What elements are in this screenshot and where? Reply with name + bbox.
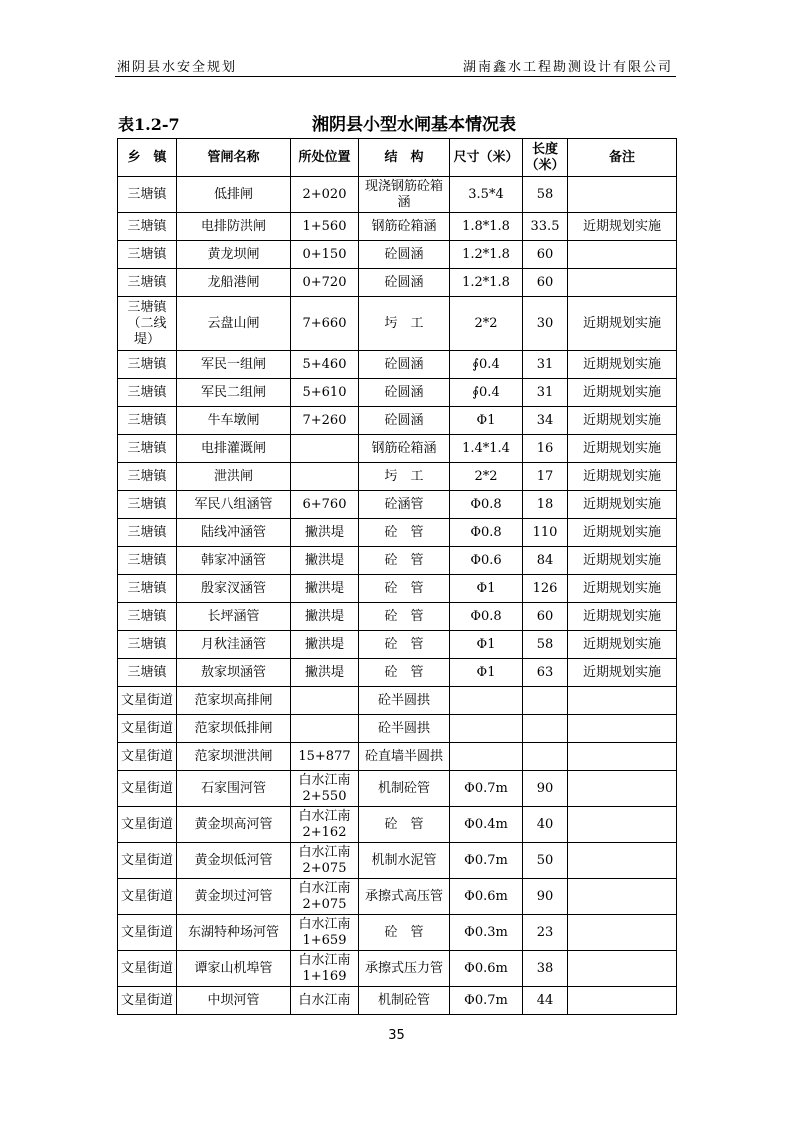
cell-structure: 机制砼管 <box>359 771 450 807</box>
cell-size: Φ0.8 <box>450 519 523 547</box>
cell-remarks: 近期规划实施 <box>568 297 677 351</box>
table-row <box>118 603 677 631</box>
cell-sluice-name: 龙船港闸 <box>177 269 291 297</box>
cell-sluice-name: 军民二组闸 <box>177 379 291 407</box>
cell-location: 撇洪堤 <box>291 631 359 659</box>
cell-length: 44 <box>523 987 568 1015</box>
cell-length: 38 <box>523 951 568 987</box>
cell-sluice-name: 范家坝泄洪闸 <box>177 743 291 771</box>
table-row <box>118 491 677 519</box>
cell-township: 三塘镇 <box>118 631 177 659</box>
cell-length: 16 <box>523 435 568 463</box>
cell-structure: 圬 工 <box>359 463 450 491</box>
cell-sluice-name: 云盘山闸 <box>177 297 291 351</box>
cell-size: Φ0.8 <box>450 491 523 519</box>
cell-remarks <box>568 269 677 297</box>
cell-sluice-name: 军民一组闸 <box>177 351 291 379</box>
cell-township: 三塘镇 <box>118 659 177 687</box>
cell-remarks: 近期规划实施 <box>568 213 677 241</box>
table-row <box>118 687 677 715</box>
cell-size: Φ0.3m <box>450 915 523 951</box>
cell-location: 白水江南 2+075 <box>291 879 359 915</box>
cell-length: 60 <box>523 269 568 297</box>
table-row <box>118 807 677 843</box>
cell-length: 17 <box>523 463 568 491</box>
cell-township: 三塘镇 <box>118 603 177 631</box>
cell-township: 三塘镇 <box>118 241 177 269</box>
cell-size: 1.2*1.8 <box>450 241 523 269</box>
cell-length: 40 <box>523 807 568 843</box>
cell-remarks: 近期规划实施 <box>568 547 677 575</box>
cell-township: 文星街道 <box>118 879 177 915</box>
cell-location: 白水江南 2+075 <box>291 843 359 879</box>
cell-size: Φ0.7m <box>450 771 523 807</box>
cell-remarks <box>568 715 677 743</box>
column-header-remarks: 备注 <box>568 139 677 177</box>
table-number: 表1.2-7 <box>118 115 180 134</box>
cell-structure: 砼圆涵 <box>359 407 450 435</box>
cell-structure: 砼 管 <box>359 915 450 951</box>
cell-remarks: 近期规划实施 <box>568 575 677 603</box>
cell-length: 84 <box>523 547 568 575</box>
cell-size: 1.4*1.4 <box>450 435 523 463</box>
table-row <box>118 379 677 407</box>
cell-length: 58 <box>523 631 568 659</box>
cell-remarks: 近期规划实施 <box>568 407 677 435</box>
cell-size: Φ1 <box>450 407 523 435</box>
cell-remarks: 近期规划实施 <box>568 379 677 407</box>
cell-length <box>523 687 568 715</box>
cell-structure: 现浇钢筋砼箱 涵 <box>359 177 450 213</box>
cell-township: 文星街道 <box>118 715 177 743</box>
cell-location: 白水江南 1+659 <box>291 915 359 951</box>
table-row <box>118 435 677 463</box>
cell-length: 30 <box>523 297 568 351</box>
cell-size: 2*2 <box>450 463 523 491</box>
cell-sluice-name: 敖家坝涵管 <box>177 659 291 687</box>
cell-location: 2+020 <box>291 177 359 213</box>
table-row <box>118 843 677 879</box>
cell-structure: 承擦式高压管 <box>359 879 450 915</box>
cell-size: Φ0.7m <box>450 843 523 879</box>
cell-size: Φ0.6m <box>450 879 523 915</box>
cell-remarks <box>568 843 677 879</box>
cell-structure: 圬 工 <box>359 297 450 351</box>
cell-size: 2*2 <box>450 297 523 351</box>
cell-remarks: 近期规划实施 <box>568 659 677 687</box>
cell-location: 0+150 <box>291 241 359 269</box>
cell-township: 三塘镇 <box>118 519 177 547</box>
table-header-row <box>118 139 677 177</box>
cell-township: 三塘镇 <box>118 463 177 491</box>
cell-size: Φ0.6m <box>450 951 523 987</box>
cell-township: 文星街道 <box>118 987 177 1015</box>
cell-sluice-name: 电排防洪闸 <box>177 213 291 241</box>
cell-structure: 砼 管 <box>359 631 450 659</box>
table-row <box>118 519 677 547</box>
cell-structure: 砼 管 <box>359 807 450 843</box>
cell-length: 90 <box>523 771 568 807</box>
table-row <box>118 351 677 379</box>
table-row <box>118 407 677 435</box>
cell-location: 撇洪堤 <box>291 659 359 687</box>
cell-length: 60 <box>523 603 568 631</box>
cell-township: 三塘镇 <box>118 351 177 379</box>
cell-size: Φ0.4m <box>450 807 523 843</box>
cell-remarks <box>568 687 677 715</box>
table-row <box>118 987 677 1015</box>
cell-township: 三塘镇 （二线 堤） <box>118 297 177 351</box>
cell-remarks <box>568 177 677 213</box>
cell-sluice-name: 韩家冲涵管 <box>177 547 291 575</box>
table-row <box>118 743 677 771</box>
cell-remarks <box>568 743 677 771</box>
cell-remarks <box>568 241 677 269</box>
table-row <box>118 463 677 491</box>
cell-length: 31 <box>523 351 568 379</box>
cell-remarks: 近期规划实施 <box>568 351 677 379</box>
cell-sluice-name: 范家坝高排闸 <box>177 687 291 715</box>
cell-size <box>450 687 523 715</box>
cell-township: 三塘镇 <box>118 547 177 575</box>
cell-length: 34 <box>523 407 568 435</box>
cell-structure: 砼圆涵 <box>359 379 450 407</box>
cell-location: 5+610 <box>291 379 359 407</box>
cell-structure: 砼半圆拱 <box>359 687 450 715</box>
cell-township: 三塘镇 <box>118 177 177 213</box>
column-header-sluice-name: 管闸名称 <box>177 139 291 177</box>
table-row <box>118 915 677 951</box>
cell-location: 白水江南 <box>291 987 359 1015</box>
cell-size: Φ0.7m <box>450 987 523 1015</box>
cell-size: Φ1 <box>450 631 523 659</box>
cell-sluice-name: 低排闸 <box>177 177 291 213</box>
cell-structure: 砼 管 <box>359 659 450 687</box>
cell-remarks: 近期规划实施 <box>568 519 677 547</box>
cell-remarks: 近期规划实施 <box>568 491 677 519</box>
sluice-table <box>117 138 677 1015</box>
cell-remarks <box>568 879 677 915</box>
cell-location <box>291 435 359 463</box>
cell-location: 撇洪堤 <box>291 547 359 575</box>
cell-structure: 砼涵管 <box>359 491 450 519</box>
cell-size <box>450 715 523 743</box>
cell-location: 6+760 <box>291 491 359 519</box>
cell-remarks <box>568 771 677 807</box>
cell-sluice-name: 陆线冲涵管 <box>177 519 291 547</box>
cell-township: 文星街道 <box>118 743 177 771</box>
table-row <box>118 547 677 575</box>
cell-structure: 砼 管 <box>359 575 450 603</box>
cell-remarks: 近期规划实施 <box>568 631 677 659</box>
cell-sluice-name: 东湖特种场河管 <box>177 915 291 951</box>
cell-sluice-name: 月秋洼涵管 <box>177 631 291 659</box>
cell-remarks: 近期规划实施 <box>568 603 677 631</box>
cell-size: 3.5*4 <box>450 177 523 213</box>
table-row <box>118 213 677 241</box>
column-header-structure: 结 构 <box>359 139 450 177</box>
cell-size: 1.2*1.8 <box>450 269 523 297</box>
cell-township: 文星街道 <box>118 807 177 843</box>
cell-location: 撇洪堤 <box>291 603 359 631</box>
cell-remarks <box>568 951 677 987</box>
cell-length: 110 <box>523 519 568 547</box>
cell-size: Φ0.6 <box>450 547 523 575</box>
running-header-right: 湖南鑫水工程勘测设计有限公司 <box>462 60 673 75</box>
cell-length: 50 <box>523 843 568 879</box>
cell-length: 18 <box>523 491 568 519</box>
cell-structure: 钢筋砼箱涵 <box>359 435 450 463</box>
column-header-size: 尺寸（米） <box>450 139 523 177</box>
cell-township: 三塘镇 <box>118 407 177 435</box>
cell-size: Φ1 <box>450 575 523 603</box>
cell-remarks <box>568 987 677 1015</box>
cell-length: 126 <box>523 575 568 603</box>
cell-township: 三塘镇 <box>118 269 177 297</box>
cell-length: 33.5 <box>523 213 568 241</box>
table-row <box>118 241 677 269</box>
cell-sluice-name: 长坪涵管 <box>177 603 291 631</box>
cell-structure: 砼圆涵 <box>359 351 450 379</box>
cell-size: 1.8*1.8 <box>450 213 523 241</box>
cell-location: 白水江南 1+169 <box>291 951 359 987</box>
cell-township: 文星街道 <box>118 843 177 879</box>
cell-size: ∮0.4 <box>450 379 523 407</box>
cell-location: 撇洪堤 <box>291 575 359 603</box>
table-row <box>118 269 677 297</box>
table-title: 湘阴县小型水闸基本情况表 <box>312 115 516 135</box>
column-header-length: 长度 （米） <box>523 139 568 177</box>
cell-length <box>523 715 568 743</box>
cell-length: 63 <box>523 659 568 687</box>
cell-sluice-name: 牛车墩闸 <box>177 407 291 435</box>
table-row <box>118 715 677 743</box>
cell-township: 三塘镇 <box>118 379 177 407</box>
cell-length <box>523 743 568 771</box>
table-row <box>118 659 677 687</box>
cell-structure: 机制水泥管 <box>359 843 450 879</box>
table-row <box>118 297 677 351</box>
cell-township: 文星街道 <box>118 687 177 715</box>
cell-structure: 砼直墙半圆拱 <box>359 743 450 771</box>
cell-township: 三塘镇 <box>118 435 177 463</box>
cell-sluice-name: 范家坝低排闸 <box>177 715 291 743</box>
cell-length: 31 <box>523 379 568 407</box>
cell-size: ∮0.4 <box>450 351 523 379</box>
cell-sluice-name: 黄金坝过河管 <box>177 879 291 915</box>
cell-structure: 砼 管 <box>359 603 450 631</box>
cell-remarks <box>568 915 677 951</box>
table-row <box>118 879 677 915</box>
table-row <box>118 575 677 603</box>
table-row <box>118 771 677 807</box>
cell-location <box>291 715 359 743</box>
cell-length: 90 <box>523 879 568 915</box>
table-row <box>118 631 677 659</box>
cell-sluice-name: 石家围河管 <box>177 771 291 807</box>
cell-township: 文星街道 <box>118 771 177 807</box>
cell-location: 白水江南 2+550 <box>291 771 359 807</box>
cell-size: Φ1 <box>450 659 523 687</box>
cell-sluice-name: 电排灌溉闸 <box>177 435 291 463</box>
cell-location: 7+260 <box>291 407 359 435</box>
cell-size <box>450 743 523 771</box>
cell-location: 白水江南 2+162 <box>291 807 359 843</box>
cell-remarks: 近期规划实施 <box>568 463 677 491</box>
cell-location: 撇洪堤 <box>291 519 359 547</box>
column-header-township: 乡 镇 <box>118 139 177 177</box>
cell-location: 15+877 <box>291 743 359 771</box>
cell-township: 三塘镇 <box>118 575 177 603</box>
cell-sluice-name: 中坝河管 <box>177 987 291 1015</box>
cell-structure: 机制砼管 <box>359 987 450 1015</box>
cell-size: Φ0.8 <box>450 603 523 631</box>
cell-length: 60 <box>523 241 568 269</box>
cell-structure: 砼 管 <box>359 519 450 547</box>
column-header-location: 所处位置 <box>291 139 359 177</box>
cell-sluice-name: 殷家汊涵管 <box>177 575 291 603</box>
cell-structure: 砼半圆拱 <box>359 715 450 743</box>
cell-sluice-name: 黄金坝低河管 <box>177 843 291 879</box>
cell-location: 5+460 <box>291 351 359 379</box>
cell-location <box>291 687 359 715</box>
cell-remarks <box>568 807 677 843</box>
cell-township: 三塘镇 <box>118 491 177 519</box>
cell-structure: 砼 管 <box>359 547 450 575</box>
cell-sluice-name: 谭家山机埠管 <box>177 951 291 987</box>
cell-length: 23 <box>523 915 568 951</box>
cell-location <box>291 463 359 491</box>
cell-township: 文星街道 <box>118 915 177 951</box>
cell-location: 7+660 <box>291 297 359 351</box>
cell-structure: 承擦式压力管 <box>359 951 450 987</box>
table-row <box>118 177 677 213</box>
cell-length: 58 <box>523 177 568 213</box>
cell-sluice-name: 泄洪闸 <box>177 463 291 491</box>
running-header-left: 湘阴县水安全规划 <box>117 60 238 75</box>
cell-structure: 钢筋砼箱涵 <box>359 213 450 241</box>
table-row <box>118 951 677 987</box>
cell-sluice-name: 军民八组涵管 <box>177 491 291 519</box>
cell-sluice-name: 黄金坝高河管 <box>177 807 291 843</box>
cell-structure: 砼圆涵 <box>359 241 450 269</box>
cell-sluice-name: 黄龙坝闸 <box>177 241 291 269</box>
cell-township: 文星街道 <box>118 951 177 987</box>
cell-location: 1+560 <box>291 213 359 241</box>
cell-township: 三塘镇 <box>118 213 177 241</box>
cell-location: 0+720 <box>291 269 359 297</box>
cell-structure: 砼圆涵 <box>359 269 450 297</box>
header-rule <box>115 76 676 77</box>
cell-remarks: 近期规划实施 <box>568 435 677 463</box>
page-number: 35 <box>388 1028 405 1043</box>
